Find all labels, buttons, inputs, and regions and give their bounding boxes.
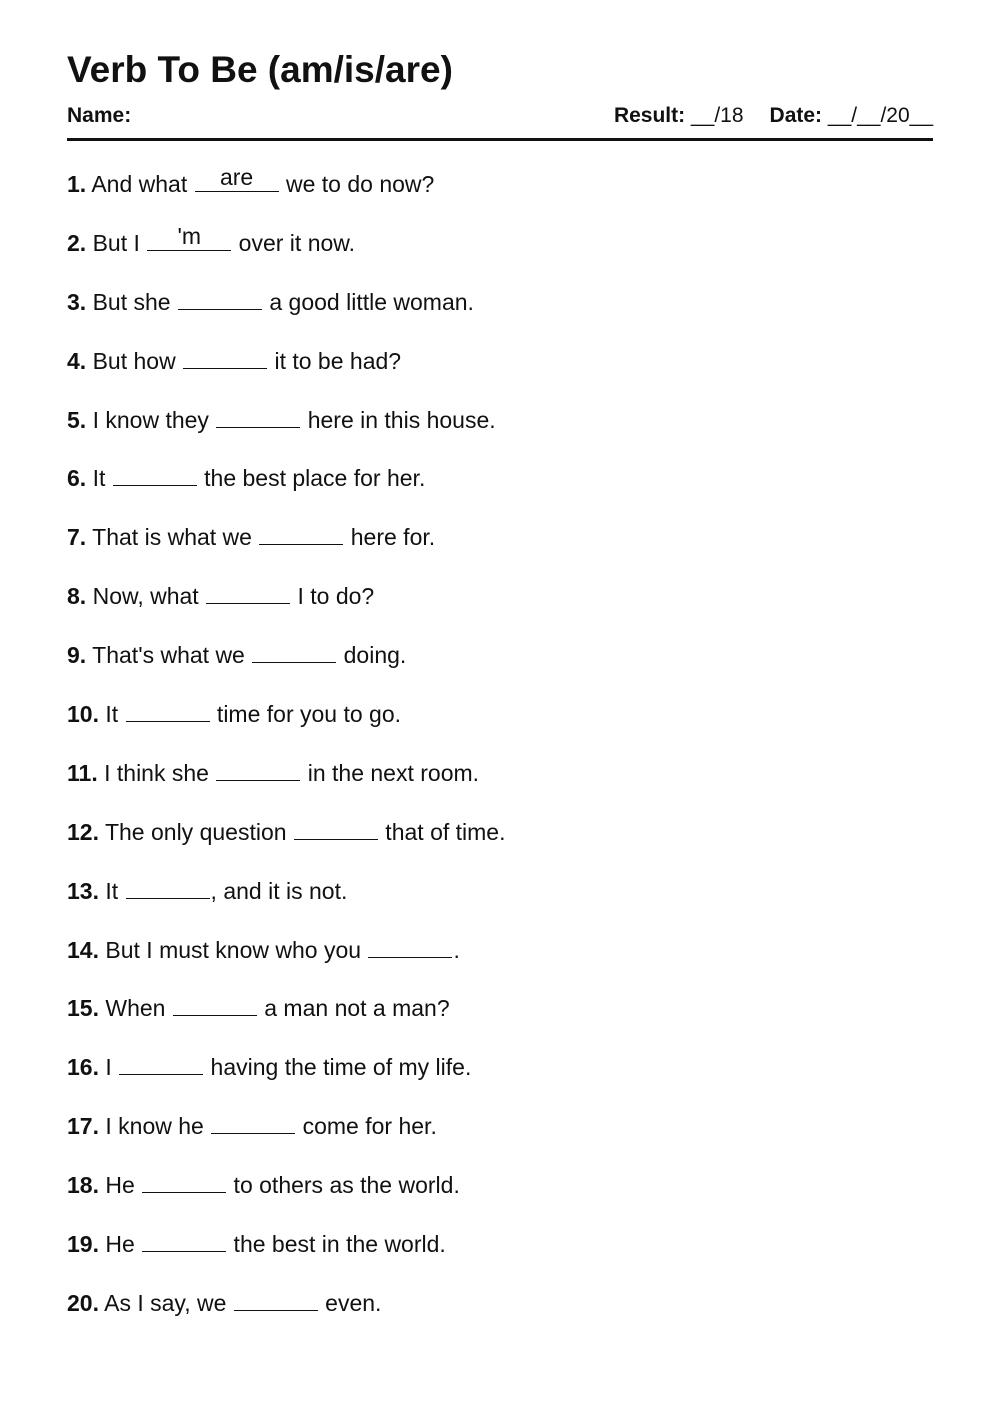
question-text-after: . <box>453 936 460 963</box>
question-text-before: But she <box>92 288 177 315</box>
question-number: 4. <box>67 347 87 374</box>
question-number: 2. <box>67 229 87 256</box>
question-text-before: He <box>105 1231 142 1258</box>
question-text-after: the best place for her. <box>197 465 426 492</box>
question-item <box>67 753 933 812</box>
date-value: __/__/20__ <box>827 104 933 127</box>
answer-blank[interactable] <box>142 1170 226 1193</box>
answer-blank[interactable] <box>252 640 336 663</box>
question-item <box>67 635 933 694</box>
question-number: 6. <box>67 465 87 492</box>
question-text-after: that of time. <box>378 818 506 845</box>
answer-blank[interactable] <box>294 817 378 840</box>
question-text-before: He <box>105 1172 142 1199</box>
question-text-after: having the time of my life. <box>204 1054 472 1081</box>
question-item <box>67 930 933 989</box>
question-text-before: Now, what <box>92 583 206 610</box>
answer-blank[interactable] <box>368 935 452 958</box>
question-item <box>67 223 933 282</box>
question-list <box>67 164 933 1342</box>
question-item <box>67 1047 933 1106</box>
name-label: Name: <box>67 104 132 127</box>
answer-blank[interactable] <box>119 1052 203 1075</box>
date-label: Date: <box>769 104 823 127</box>
answer-blank[interactable] <box>259 522 343 545</box>
answer-blank[interactable] <box>147 222 231 251</box>
question-text-after: in the next room. <box>301 759 480 786</box>
question-number: 19. <box>67 1231 99 1258</box>
question-text-after: doing. <box>337 642 407 669</box>
question-number: 9. <box>67 642 87 669</box>
question-item <box>67 517 933 576</box>
question-text-before: That's what we <box>92 642 252 669</box>
question-text-after: we to do now? <box>279 171 435 197</box>
question-text-before: I know they <box>92 406 216 433</box>
answer-blank[interactable] <box>183 346 267 369</box>
header-divider <box>67 138 933 141</box>
question-item <box>67 812 933 871</box>
answer-blank[interactable] <box>195 164 279 192</box>
question-text-after: come for her. <box>296 1113 437 1140</box>
question-text-after: I to do? <box>291 583 375 610</box>
question-number: 11. <box>67 759 98 786</box>
question-item <box>67 694 933 753</box>
question-number: 18. <box>67 1172 99 1199</box>
question-item <box>67 282 933 341</box>
question-item <box>67 458 933 517</box>
question-text-after: the best in the world. <box>227 1231 446 1258</box>
question-text-before: It <box>105 877 125 904</box>
question-number: 16. <box>67 1054 99 1081</box>
result-label: Result: <box>613 104 686 127</box>
question-text-after: a man not a man? <box>257 995 450 1022</box>
question-text-before: But how <box>92 347 183 374</box>
answer-blank[interactable] <box>142 1229 226 1252</box>
question-item <box>67 1283 933 1342</box>
question-text-after: time for you to go. <box>210 701 402 728</box>
answer-blank[interactable] <box>113 463 197 486</box>
result-date-block <box>614 102 933 130</box>
question-text-after: over it now. <box>232 229 356 256</box>
worksheet-meta-row <box>67 102 933 130</box>
question-number: 13. <box>67 877 99 904</box>
question-item <box>67 576 933 635</box>
question-item <box>67 871 933 930</box>
question-item <box>67 1165 933 1224</box>
question-item <box>67 400 933 459</box>
question-text-before: It <box>92 465 112 492</box>
answer-blank[interactable] <box>178 287 262 310</box>
answer-blank[interactable] <box>234 1288 318 1311</box>
question-text-before: It <box>105 701 125 728</box>
question-number: 5. <box>67 406 87 433</box>
question-number: 1. <box>67 171 87 197</box>
question-number: 12. <box>67 818 99 845</box>
question-text-after: a good little woman. <box>262 288 474 315</box>
question-text-before: I think she <box>104 759 216 786</box>
question-text-after: even. <box>318 1289 382 1316</box>
answer-blank[interactable] <box>216 758 300 781</box>
question-number: 15. <box>67 995 99 1022</box>
question-text-before: But I <box>92 229 147 256</box>
question-text-before: I know he <box>105 1113 211 1140</box>
question-number: 7. <box>67 524 87 551</box>
question-item <box>67 341 933 400</box>
answer-blank[interactable] <box>173 993 257 1016</box>
question-text-before: When <box>105 995 172 1022</box>
answer-text: 'm <box>177 222 202 249</box>
answer-blank[interactable] <box>211 1111 295 1134</box>
question-text-after: to others as the world. <box>227 1172 460 1199</box>
answer-blank[interactable] <box>126 699 210 722</box>
question-text-before: As I say, we <box>104 1289 233 1316</box>
question-item <box>67 988 933 1047</box>
question-item <box>67 1106 933 1165</box>
answer-text: are <box>219 164 254 190</box>
question-number: 20. <box>67 1289 99 1316</box>
question-number: 10. <box>67 701 99 728</box>
question-item <box>67 164 933 223</box>
question-text-after: , and it is not. <box>210 877 348 904</box>
question-number: 17. <box>67 1113 99 1140</box>
question-number: 3. <box>67 288 87 315</box>
answer-blank[interactable] <box>126 876 210 899</box>
question-number: 8. <box>67 583 87 610</box>
question-text-after: here for. <box>344 524 436 551</box>
answer-blank[interactable] <box>206 581 290 604</box>
worksheet-title: Verb To Be (am/is/are) <box>67 49 453 90</box>
answer-blank[interactable] <box>216 405 300 428</box>
question-text-before: I <box>105 1054 119 1081</box>
question-text-after: it to be had? <box>268 347 402 374</box>
question-item <box>67 1224 933 1283</box>
question-text-before: The only question <box>104 818 293 845</box>
question-number: 14. <box>67 936 99 963</box>
question-text-before: That is what we <box>92 524 259 551</box>
result-value: __/18 <box>690 104 744 127</box>
question-text-before: And what <box>91 171 194 197</box>
question-text-before: But I must know who you <box>105 936 368 963</box>
question-text-after: here in this house. <box>301 406 496 433</box>
